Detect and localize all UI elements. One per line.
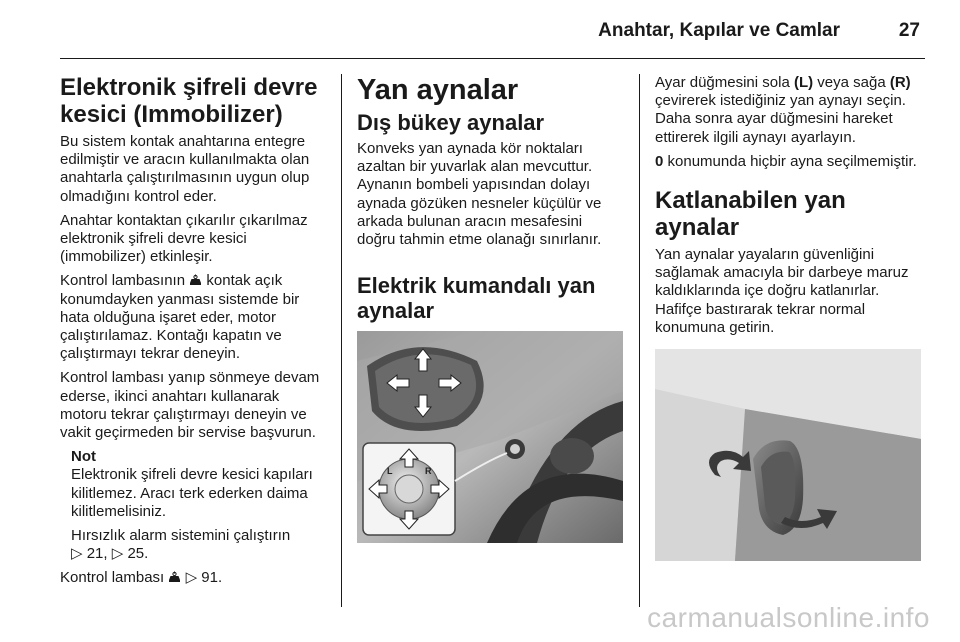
column-rule-right [639, 74, 640, 607]
paragraph: Kontrol lambası yanıp sönmeye devam ederse, ikinci anahtarı kullanarak motoru tekrar çalıştırmayı deneyin ve vakit geçirmeden bir servise başvurun. [60, 369, 320, 442]
immobilizer-car-key-icon [168, 571, 181, 584]
paragraph: Bu sistem kontak anahtarına entegre edilmiştir ve aracın kullanılmakta olan anahtarla çalıştırılmasının uygun olup olmadığını kontrol eder. [60, 133, 310, 205]
text-run: çevirerek istediğiniz yan aynayı seçin. Daha sonra ayar düğmesini hareket ettirerek ilgili aynayı ayarlayın. [655, 92, 906, 146]
subsection-title-folding: Katlanabilen yan aynalar [655, 187, 846, 242]
note-reference [71, 527, 326, 563]
text-run: veya sağa [817, 74, 886, 91]
reference-arrow-icon: ▷ [71, 545, 83, 563]
subsection-title-convex: Dış bükey aynalar [357, 110, 545, 135]
text-run: Kontrol lambasının [60, 272, 186, 290]
note-heading: Not [71, 448, 96, 466]
paragraph: Konveks yan aynada kör noktaları azaltan bir yuvarlak alan mevcuttur. Aynanın bombeli yapısından dolayı aynada gözüken nesneler küçülür ve arkada bulunan aracın mesafesini doğru tahmin etme olanağı sınırlanır. [357, 140, 602, 249]
watermark: carmanualsonline.info [647, 602, 930, 633]
paragraph [655, 74, 921, 147]
figure-label-right: R [425, 466, 432, 477]
text-run: kontak açık konumdayken yanması sistemde bir hata olduğuna işaret eder, motor çalıştırılamaz. Kontağı kapatın ve çalıştırmayı tekrar deneyin. [60, 272, 300, 363]
section-title-immobilizer: Elektronik şifreli devre kesici (Immobilizer) [60, 74, 318, 128]
page-reference[interactable]: 21, [86, 545, 108, 563]
electric-mirror-control-illustration [357, 331, 623, 548]
label-zero: 0 [655, 152, 664, 170]
column-immobilizer [60, 74, 326, 594]
immobilizer-car-key-icon [189, 274, 202, 287]
reference-arrow-icon: ▷ [185, 569, 198, 587]
paragraph [655, 153, 921, 171]
paragraph: Yan aynalar yayaların güvenliğini sağlamak amacıyla bir darbeye maruz kaldıklarında içe doğru katlanırlar. Hafifçe bastırarak tekrar normal konumuna getirin. [655, 246, 909, 336]
page-number: 27 [898, 20, 920, 41]
label-left: (L) [793, 74, 814, 91]
section-title-side-mirrors: Yan aynalar [357, 74, 519, 106]
paragraph [60, 272, 326, 363]
column-side-mirrors [357, 74, 623, 548]
reference-arrow-icon: ▷ [111, 545, 124, 563]
page-reference[interactable]: 25. [127, 545, 149, 563]
column-mirror-adjust [655, 74, 921, 566]
text-run: Hırsızlık alarm sistemini çalıştırın [71, 527, 291, 545]
header-title: Anahtar, Kapılar ve Camlar [598, 20, 840, 41]
page-reference[interactable]: 91. [201, 569, 223, 587]
note-text: Elektronik şifreli devre kesici kapıları kilitlemez. Aracı terk ederken daima kilitlemelisiniz. [71, 466, 313, 520]
paragraph: Anahtar kontaktan çıkarılır çıkarılmaz elektronik şifreli devre kesici (immobilizer) etkinleşir. [60, 211, 308, 266]
header-rule [60, 58, 925, 59]
text-run: konumunda hiçbir ayna seçilmemiştir. [667, 152, 917, 170]
figure-label-left: L [387, 466, 393, 477]
paragraph [60, 569, 326, 587]
folding-mirror-illustration [655, 349, 921, 566]
text-run: Ayar düğmesini sola [655, 74, 790, 91]
note-box [60, 448, 326, 563]
label-right: (R) [889, 74, 911, 91]
text-run: Kontrol lambası [60, 569, 165, 587]
subsection-title-electric: Elektrik kumandalı yan aynalar [357, 273, 596, 324]
column-rule-left [341, 74, 342, 607]
